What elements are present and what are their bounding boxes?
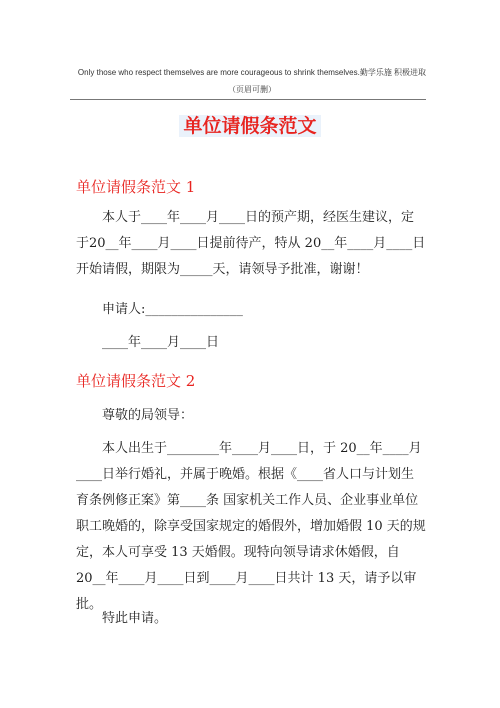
date-line: ____年____月____日 xyxy=(102,335,220,350)
document-title-text: 单位请假条范文 xyxy=(179,115,320,137)
section-1-paragraph: 本人于____年____月____日的预产期，经医生建议，定于20__年____月____日提前待产，特从 20__年____月____日开始请假，期限为_____天，请领导予批准，谢谢！ xyxy=(76,210,426,277)
section-2-paragraph: 本人出生于________年____月____日，于 20__年____月____日举行婚礼，并属于晚婚。根据《____省人口与计划生育条例修正案》第____条 国家机关工作人员、企业事业单位职工晚婚的，除享受国家规定的婚假外，增加婚假 10 天的规定，本人可享受 13 天婚假。现特向领导请求休婚假，自 20__年____月____日到____月____日共计 13 天，请予以审批。 xyxy=(76,441,426,612)
section-1-heading: 单位请假条范文 1 xyxy=(76,178,196,196)
salutation: 尊敬的局领导： xyxy=(102,408,194,423)
applicant-line: 申请人:_______________ xyxy=(102,302,243,317)
closing-line: 特此申请。 xyxy=(102,611,168,626)
page-header: Only those who respect themselves are more courageous to shrink themselves.勤学乐施 积极进取（页眉可删） xyxy=(77,68,427,94)
section-2-heading: 单位请假条范文 2 xyxy=(76,372,196,390)
header-divider xyxy=(70,99,426,100)
document-title xyxy=(0,112,500,140)
